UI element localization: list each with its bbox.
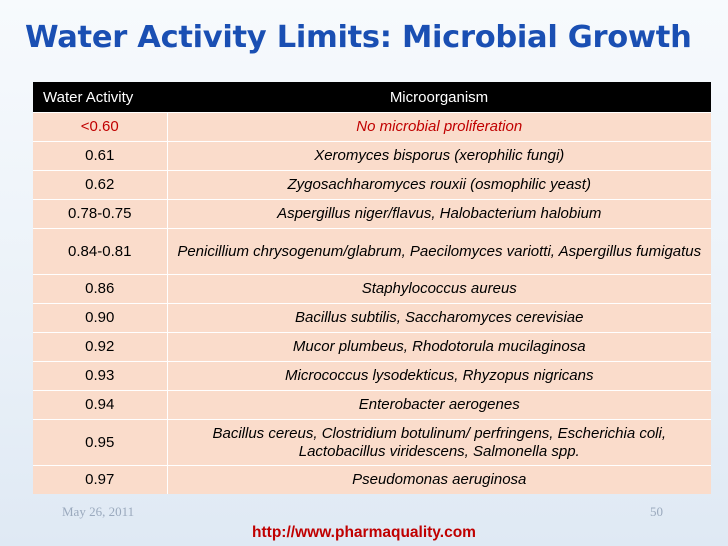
water-activity-cell: 0.78-0.75 <box>33 200 167 229</box>
water-activity-cell: 0.92 <box>33 333 167 362</box>
water-activity-cell: <0.60 <box>33 113 167 142</box>
table-row <box>33 229 711 275</box>
water-activity-cell: 0.62 <box>33 171 167 200</box>
water-activity-table <box>33 82 711 494</box>
table-row <box>33 333 711 362</box>
water-activity-cell: 0.86 <box>33 275 167 304</box>
page-number: 50 <box>650 504 663 519</box>
microorganism-cell: Xeromyces bisporus (xerophilic fungi) <box>167 142 711 171</box>
header-microorganism: Microorganism <box>167 82 711 113</box>
water-activity-cell: 0.94 <box>33 391 167 420</box>
microorganism-cell: Micrococcus lysodekticus, Rhyzopus nigricans <box>167 362 711 391</box>
table-row <box>33 391 711 420</box>
table-row <box>33 304 711 333</box>
table-row <box>33 142 711 171</box>
table-row <box>33 466 711 495</box>
slide-title: Water Activity Limits: Microbial Growth <box>25 20 692 55</box>
microorganism-cell: Bacillus cereus, Clostridium botulinum/ perfringens, Escherichia coli, Lactobacillus viridescens, Salmonella spp. <box>167 420 711 466</box>
microorganism-cell: Mucor plumbeus, Rhodotorula mucilaginosa <box>167 333 711 362</box>
table-row <box>33 275 711 304</box>
table-row <box>33 113 711 142</box>
microorganism-cell: Enterobacter aerogenes <box>167 391 711 420</box>
microorganism-cell: No microbial proliferation <box>167 113 711 142</box>
microorganism-cell: Aspergillus niger/flavus, Halobacterium halobium <box>167 200 711 229</box>
water-activity-cell: 0.90 <box>33 304 167 333</box>
header-water-activity: Water Activity <box>33 82 167 113</box>
water-activity-cell: 0.61 <box>33 142 167 171</box>
table-row <box>33 362 711 391</box>
water-activity-cell: 0.93 <box>33 362 167 391</box>
footer-url-text[interactable]: http://www.pharmaquality.com <box>252 524 476 541</box>
table-row <box>33 420 711 466</box>
microorganism-cell: Zygosachharomyces rouxii (osmophilic yeast) <box>167 171 711 200</box>
microorganism-cell: Pseudomonas aeruginosa <box>167 466 711 495</box>
water-activity-cell: 0.84-0.81 <box>33 229 167 275</box>
table-header-row <box>33 82 711 113</box>
microorganism-cell: Penicillium chrysogenum/glabrum, Paecilomyces variotti, Aspergillus fumigatus <box>167 229 711 275</box>
water-activity-cell: 0.97 <box>33 466 167 495</box>
microorganism-cell: Bacillus subtilis, Saccharomyces cerevisiae <box>167 304 711 333</box>
table-row <box>33 171 711 200</box>
footer-url[interactable] <box>0 524 728 542</box>
water-activity-cell: 0.95 <box>33 420 167 466</box>
slide-date: May 26, 2011 <box>62 504 135 519</box>
table-row <box>33 200 711 229</box>
microorganism-cell: Staphylococcus aureus <box>167 275 711 304</box>
